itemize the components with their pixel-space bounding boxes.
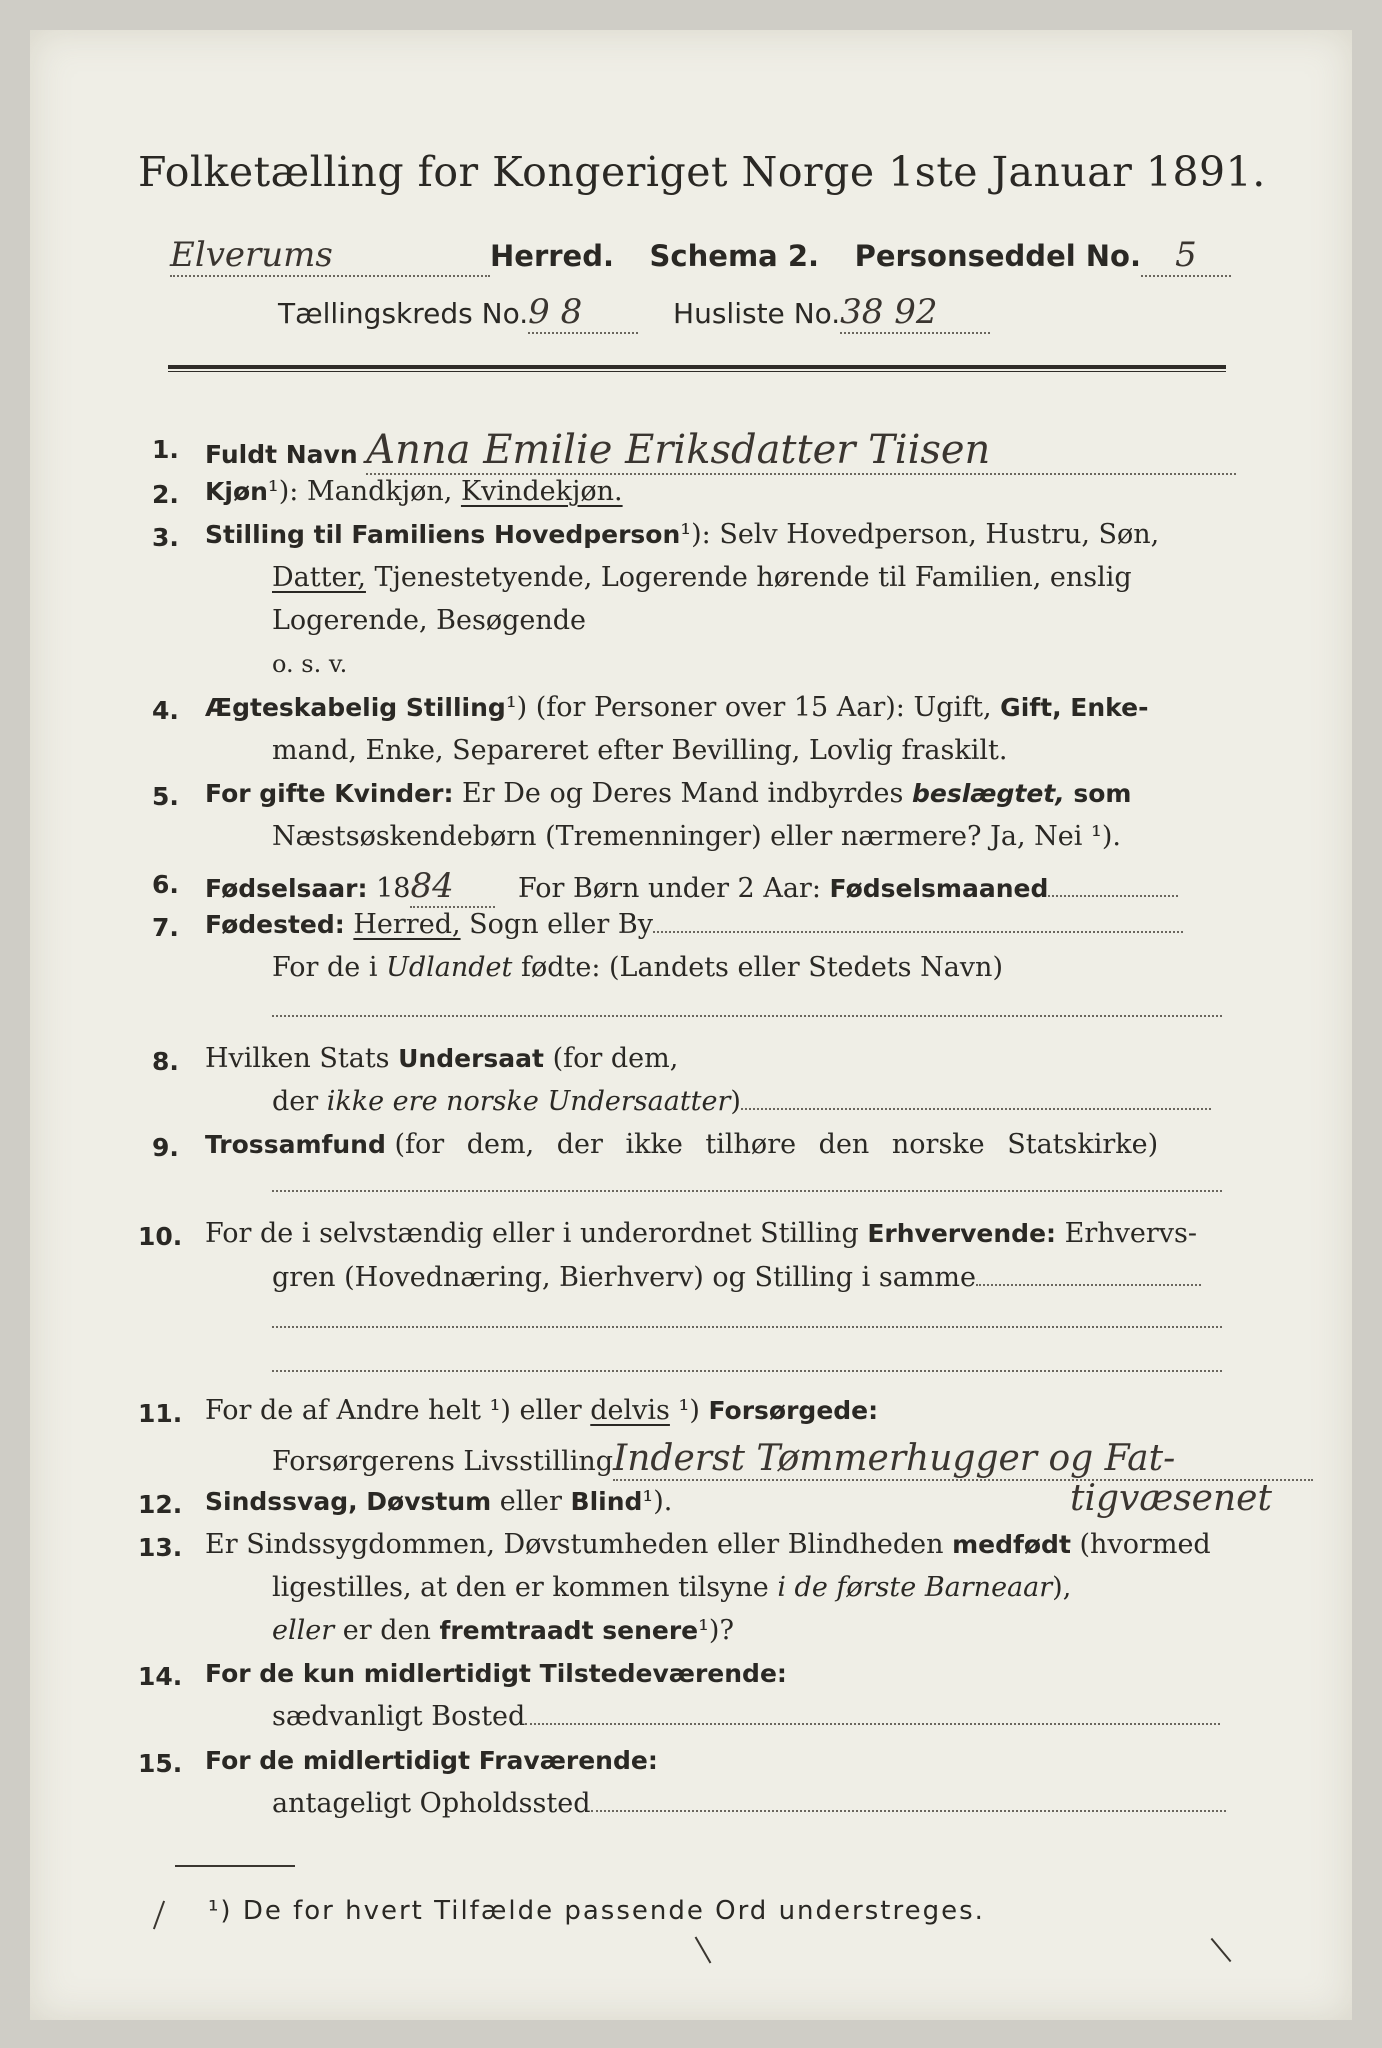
- item-4-line-2: mand, Enke, Separeret efter Bevilling, Lovlig fraskilt.: [272, 735, 1008, 766]
- erhverv-suffix: Erhvervs-: [1064, 1218, 1198, 1249]
- personseddel-number: 5: [1141, 235, 1231, 277]
- medfodt-text: Er Sindssygdommen, Døvstumheden eller Blindheden: [205, 1529, 944, 1560]
- fodested-label: Fødested:: [205, 910, 345, 939]
- erhverv-label: Erhvervende:: [867, 1219, 1057, 1248]
- item-7-fodested: [205, 909, 1183, 940]
- item-10-number: 10.: [138, 1222, 183, 1251]
- item-8-undersaat: [205, 1043, 678, 1074]
- medfodt-barneaar: i de første Barneaar: [777, 1572, 1053, 1603]
- item-1-fuldt-navn: [205, 427, 1236, 475]
- item-3-line-3: Logerende, Besøgende: [272, 605, 586, 636]
- forsorgede-delvis: delvis: [590, 1395, 670, 1426]
- item-4-aegteskab: [205, 692, 1148, 723]
- item-3-line-4: o. s. v.: [272, 650, 348, 678]
- schema-label: Schema 2.: [649, 239, 820, 273]
- husliste-label: Husliste No.: [673, 297, 841, 330]
- sindssvag-note: ¹).: [642, 1486, 673, 1517]
- item-7-answer-line: [272, 1015, 1222, 1017]
- item-9-answer-line: [272, 1190, 1222, 1192]
- header-herred-line: [170, 235, 1231, 277]
- fodselsaar-label: Fødselsaar:: [205, 874, 368, 903]
- item-3-number: 3.: [152, 523, 179, 552]
- form-title: Folketælling for Kongeriget Norge 1ste Januar 1891.: [138, 148, 1266, 196]
- stilling-selected: Datter,: [272, 562, 366, 593]
- item-5-gifte: [205, 778, 1131, 809]
- medfodt-suffix: (hvormed: [1079, 1529, 1211, 1560]
- item-10-answer-line-2: [272, 1370, 1222, 1372]
- item-14-line-2: [272, 1701, 1220, 1732]
- undersaat-ikke: ikke ere norske Undersaatter: [326, 1086, 731, 1117]
- fodselsmaaned-prefix: For Børn under 2 Aar:: [518, 873, 821, 904]
- medfodt-line-2-text: ligestilles, at den er kommen tilsyne: [272, 1572, 769, 1603]
- forsorger-value-continued: tigvæsenet: [1070, 1478, 1272, 1519]
- undersaat-prefix: Hvilken Stats: [205, 1043, 390, 1074]
- item-12-number: 12.: [138, 1490, 183, 1519]
- forsorgede-note: ¹): [678, 1395, 700, 1426]
- medfodt-er-den: er den: [342, 1615, 431, 1646]
- item-4-number: 4.: [152, 696, 179, 725]
- aegteskab-options-bold: Gift, Enke-: [1000, 693, 1149, 722]
- herred-label: Herred.: [490, 239, 614, 273]
- tilstede-label: For de kun midlertidigt Tilstedeværende:: [205, 1659, 787, 1688]
- undersaat-suffix: (for dem,: [552, 1043, 679, 1074]
- trossamfund-label: Trossamfund: [205, 1130, 386, 1159]
- fuldt-navn-label: Fuldt Navn: [205, 440, 358, 469]
- item-9-trossamfund: [205, 1129, 1158, 1160]
- forsorger-label: Forsørgerens Livsstilling: [272, 1446, 614, 1477]
- aegteskab-label: Ægteskabelig Stilling: [205, 693, 506, 722]
- header-kreds-line: [278, 292, 990, 334]
- item-6-number: 6.: [152, 870, 179, 899]
- fodselsmaaned-field: [1048, 895, 1178, 897]
- udland-prefix: For de i: [272, 952, 378, 983]
- footnote-rule: [175, 1865, 295, 1867]
- item-10-answer-line-1: [272, 1326, 1222, 1328]
- item-15-line-2: [272, 1788, 1226, 1819]
- header-rule: [168, 365, 1226, 372]
- gifte-label: For gifte Kvinder:: [205, 779, 454, 808]
- stilling-options-2: Tjenestetyende, Logerende hørende til Familien, enslig: [374, 562, 1132, 593]
- kreds-number: 9 8: [528, 292, 638, 334]
- stilling-options-1: ¹): Selv Hovedperson, Hustru, Søn,: [680, 519, 1160, 550]
- item-13-number: 13.: [138, 1533, 183, 1562]
- footnote: ¹) De for hvert Tilfælde passende Ord understreges.: [208, 1896, 985, 1926]
- undersaat-label: Undersaat: [398, 1044, 544, 1073]
- item-15-number: 15.: [138, 1749, 183, 1778]
- undersaat-field: [741, 1108, 1211, 1110]
- erhverv-field: [976, 1284, 1201, 1286]
- bosted-field: [525, 1723, 1220, 1725]
- item-10-erhverv: [205, 1218, 1197, 1249]
- item-3-line-2: [272, 562, 1132, 593]
- opholdssted-field: [591, 1810, 1226, 1812]
- forsorgede-label: Forsørgede:: [708, 1396, 879, 1425]
- kjon-options: ¹): Mandkjøn,: [267, 476, 453, 507]
- item-8-number: 8.: [152, 1047, 179, 1076]
- item-9-number: 9.: [152, 1133, 179, 1162]
- item-7-number: 7.: [152, 913, 179, 942]
- fravaerende-label: For de midlertidigt Fraværende:: [205, 1746, 658, 1775]
- kreds-label: Tællingskreds No.: [278, 297, 529, 330]
- sindssvag-eller: eller: [499, 1486, 562, 1517]
- medfodt-eller: eller: [272, 1615, 335, 1646]
- item-5-line-2: Næstsøskendebørn (Tremenninger) eller nærmere? Ja, Nei ¹).: [272, 821, 1121, 852]
- forsorger-value: Inderst Tømmerhugger og Fat-: [613, 1438, 1313, 1481]
- medfodt-label: medfødt: [952, 1530, 1071, 1559]
- item-7-line-2: [272, 952, 1003, 983]
- fodselsaar-prefix: 18: [376, 873, 411, 904]
- sindssvag-label: Sindssvag, Døvstum: [205, 1487, 492, 1516]
- item-13-medfodt: [205, 1529, 1211, 1560]
- kjon-selected: Kvindekjøn.: [460, 476, 623, 507]
- item-2-number: 2.: [152, 480, 179, 509]
- bosted-label: sædvanligt Bosted: [272, 1701, 526, 1732]
- item-6-fodselsaar: [205, 866, 1178, 908]
- fodested-selected: Herred,: [353, 909, 461, 940]
- forsorgede-text: For de af Andre helt ¹) eller: [205, 1395, 582, 1426]
- pencil-mark-left: [153, 1901, 165, 1930]
- item-11-number: 11.: [138, 1399, 183, 1428]
- item-14-tilstede: [205, 1658, 787, 1689]
- item-13-line-3: [272, 1615, 734, 1646]
- item-10-line-2: [272, 1262, 1201, 1293]
- item-8-line-2: der ikke ere norske Undersaatter): [272, 1086, 1211, 1117]
- trossamfund-text: (for dem, der ikke tilhøre den norske Statskirke): [394, 1129, 1159, 1160]
- aegteskab-options-1: ¹) (for Personer over 15 Aar): Ugift,: [505, 692, 992, 723]
- municipality-handwritten: Elverums: [170, 235, 490, 277]
- personseddel-label: Personseddel No.: [854, 239, 1141, 273]
- undersaat-der: der: [272, 1086, 319, 1117]
- husliste-number: 38 92: [840, 292, 990, 334]
- item-11-line-2: [272, 1438, 1313, 1481]
- erhverv-text: For de i selvstændig eller i underordnet Stilling: [205, 1218, 859, 1249]
- item-3-stilling: [205, 519, 1159, 550]
- pencil-mark-right: [1211, 1938, 1232, 1962]
- kjon-label: Kjøn: [205, 477, 268, 506]
- item-14-number: 14.: [138, 1662, 183, 1691]
- item-11-forsorgede: [205, 1395, 878, 1426]
- fodested-field: [653, 931, 1183, 933]
- opholdssted-label: antageligt Opholdssted: [272, 1788, 591, 1819]
- gifte-beslaegtet: beslægtet,: [911, 779, 1065, 808]
- fodselsaar-value: 84: [410, 866, 495, 908]
- fodselsmaaned-label: Fødselsmaaned: [829, 874, 1049, 903]
- item-13-line-2: ligestilles, at den er kommen tilsyne i de første Barneaar),: [272, 1572, 1072, 1603]
- item-12-sindssvag: [205, 1486, 672, 1517]
- item-5-number: 5.: [152, 782, 179, 811]
- udland-suffix: fødte: (Landets eller Stedets Navn): [520, 952, 1003, 983]
- gifte-question: Er De og Deres Mand indbyrdes: [462, 778, 904, 809]
- census-form-sheet: [30, 30, 1352, 2020]
- erhverv-line-2-text: gren (Hovednæring, Bierhverv) og Stilling i samme: [272, 1262, 977, 1293]
- item-15-fravaerende: [205, 1745, 658, 1776]
- item-2-kjon: [205, 476, 623, 507]
- medfodt-senere: fremtraadt senere: [439, 1616, 699, 1645]
- gifte-som: som: [1073, 779, 1132, 808]
- stilling-label: Stilling til Familiens Hovedperson: [205, 520, 681, 549]
- udland-word: Udlandet: [386, 952, 513, 983]
- pencil-mark-center: [695, 1937, 712, 1964]
- item-1-number: 1.: [152, 435, 179, 464]
- fodested-options: Sogn eller By: [469, 909, 653, 940]
- fuldt-navn-value: Anna Emilie Eriksdatter Tiisen: [366, 427, 1236, 475]
- sindssvag-blind: Blind: [570, 1487, 643, 1516]
- medfodt-note: ¹)?: [698, 1615, 734, 1646]
